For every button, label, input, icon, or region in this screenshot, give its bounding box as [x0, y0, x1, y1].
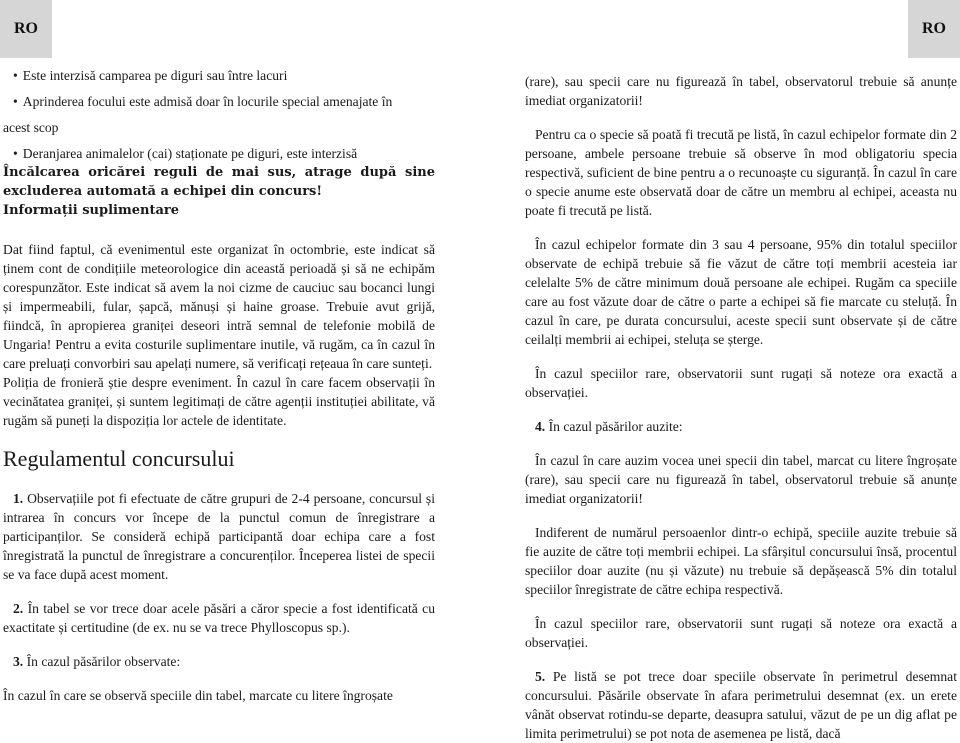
- heard-species-percentage-paragraph: Indiferent de numărul persoaenlor dintr-o echipă, speciile auzite trebuie să fie auzite de către toți membrii echipei. La sfârșitul concursului însă, procentul speciilor doar auzite (nu și văzute) nu trebuie să depășească 5% din totalul speciilor înregistrate de către echipa respectivă.: [525, 525, 957, 597]
- rare-species-time-paragraph: În cazul speciilor rare, observatorii sunt rugați să noteze ora exactă a observației.: [525, 366, 957, 400]
- large-teams-paragraph: În cazul echipelor formate din 3 sau 4 persoane, 95% din totalul speciilor observate de echipă trebuie să fie văzut de către toți membrii acesteia iar celelalte 5% de către minimum două persoane ale echipei. Rugăm ca speciile care au fost văzute doar de către o parte a echipei să fie marcate cu steluță. În cazul în care, pe durata concursului, aceste specii sunt observate și de către ceilalți membrii ai echipei, steluța se șterge.: [525, 237, 957, 347]
- bullet-fire-continued: acest scop: [3, 120, 59, 135]
- language-tab-right: RO: [908, 0, 960, 58]
- rule-1-number: 1.: [13, 491, 24, 506]
- border-police-paragraph: Poliția de fronieră știe despre eveniment. În cazul în care facem observații în vecinătatea graniței, și suntem legitimați de către agenții instituției abilitate, vă rugăm să puneți la dispoziția lor actele de identitate.: [3, 375, 435, 428]
- rare-heard-time-paragraph: În cazul speciilor rare, observatorii sunt rugați să noteze ora exactă a observației.: [525, 616, 957, 650]
- rule-3: [3, 652, 435, 671]
- bullet-fire: • Aprinderea focului este admisă doar în locurile special amenajate în: [3, 92, 435, 111]
- rule-1: [3, 489, 435, 584]
- rule-4-number: 4.: [535, 419, 546, 434]
- bullet-animals: • Deranjarea animalelor (cai) staționate pe diguri, este interzisă: [3, 144, 435, 163]
- rule-5-text: Pe listă se pot trece doar speciile observate în perimetrul desemnat concursului. Păsările observate în afara perimetrului desemnat (ex. un erete vânăt observat rotindu-se departe, deasupra satului, văzut de pe un dig aflat pe limita perimetrului) se pot nota de asemenea pe listă, dacă: [525, 669, 957, 741]
- contest-rules-heading: Regulamentul concursului: [3, 446, 235, 471]
- rule-1-text: Observațiile pot fi efectuate de către grupuri de 2-4 persoane, concursul și intrarea în concurs vor începe de la punctul comun de înregistrare a participanților. Se consideră echipă participantă doar echipa care a fost înregistrată la punctul de înregistrare a concurenților. Începerea listei de specii se va face după acest moment.: [3, 491, 435, 582]
- exclusion-rule: Încălcarea oricărei reguli de mai sus, atrage după sine excluderea automată a echipei din concurs!: [3, 165, 435, 199]
- rule-2-number: 2.: [13, 601, 24, 616]
- weather-paragraph: Dat fiind faptul, că evenimentul este organizat în octombrie, este indicat să ținem cont de condițiile meteorologice din această perioadă și să ne echipăm corespunzător. Este indicat să avem la noi cizme de cauciuc sau bocanci lungi și impermeabili, fular, șapcă, mănuși și haine groase. Trebuie avut grijă, fiindcă, în apropierea graniței deseori intră semnal de telefonie mobilă de Ungaria! Pentru a evita costurile suplimentare inutile, vă rugăm, ca în cazul în care preluați convorbiri sau apelați numere, să verificați rețeaua în care sunteți.: [3, 242, 435, 371]
- rule-2-text: În tabel se vor trece doar acele păsări a căror specie a fost identificată cu exactitate și certitudine (de ex. nu se va trece Phylloscopus sp.).: [3, 601, 435, 635]
- two-person-teams-paragraph: Pentru ca o specie să poată fi trecută pe listă, în cazul echipelor formate din 2 persoane, ambele persoane trebuie să observe în mod obligatoriu specia respectivă, suficient de bine pentru a o recunoaște cu siguranță. În cazul în care o specie anume este observată doar de către un membru al echipei, aceasta nu poate fi trecută pe listă.: [525, 127, 957, 218]
- additional-info-title: Informații suplimentare: [3, 203, 179, 218]
- rule-3-text: În cazul păsărilor observate:: [26, 654, 181, 669]
- rule-3-number: 3.: [13, 654, 24, 669]
- left-column: [3, 64, 435, 705]
- language-tab-left: RO: [0, 0, 52, 58]
- right-column: [525, 64, 957, 743]
- observed-birds-paragraph: În cazul în care se observă speciile din tabel, marcate cu litere îngroșate: [3, 688, 393, 703]
- heard-birds-paragraph: În cazul în care auzim vocea unei specii din tabel, marcat cu litere îngroșate (rare), sau specii care nu figurează în tabel, observatorul trebuie să anunțe imediat organizatorii!: [525, 453, 957, 506]
- rule-4: [525, 417, 957, 436]
- rule-5-number: 5.: [535, 669, 546, 684]
- rule-4-text: În cazul păsărilor auzite:: [548, 419, 683, 434]
- bullet-camping: • Este interzisă camparea pe diguri sau între lacuri: [3, 66, 435, 85]
- rule-2: [3, 599, 435, 637]
- rare-species-paragraph: (rare), sau specii care nu figurează în tabel, observatorul trebuie să anunțe imediat organizatorii!: [525, 74, 957, 108]
- rule-5: [525, 667, 957, 743]
